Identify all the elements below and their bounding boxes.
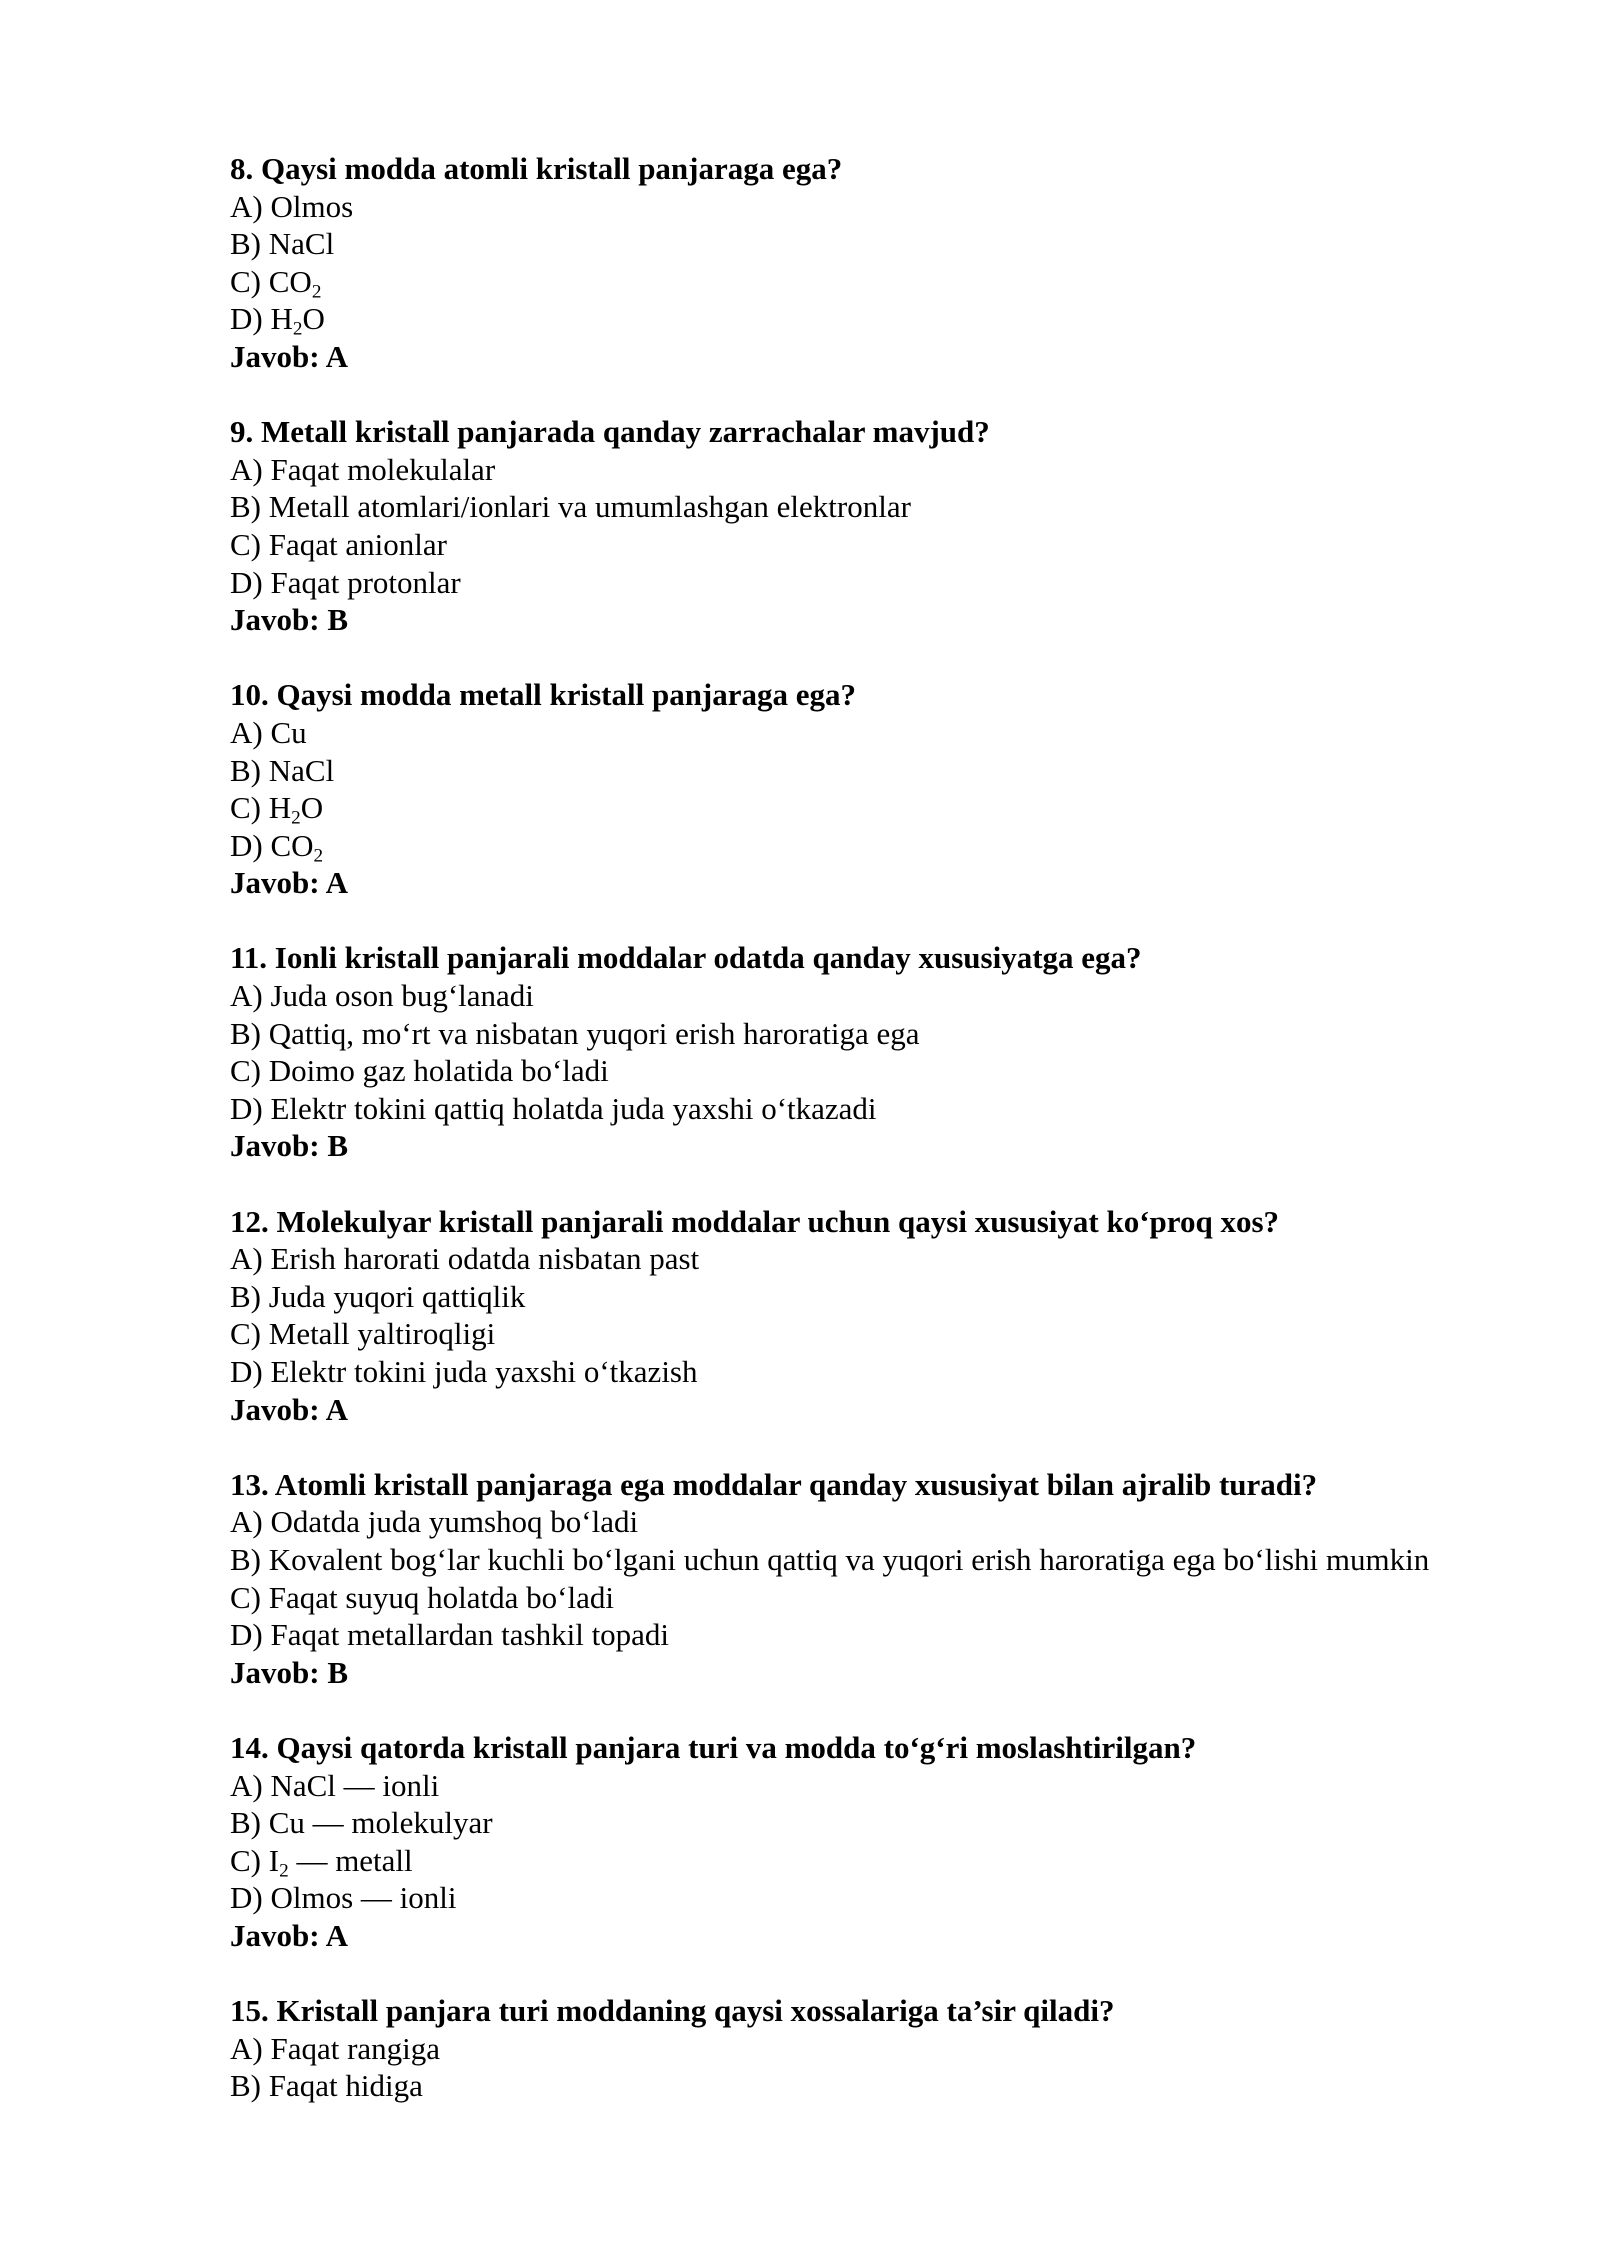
answer-key: Javob: A [230,1917,348,1953]
answer-option [230,526,1560,564]
option-letter: B) [230,2068,261,2104]
option-text: I [268,1842,280,1878]
option-letter: A) [230,1241,263,1277]
option-letter: C) [230,263,261,299]
answer-option [230,1315,1560,1353]
option-letter: A) [230,1767,263,1803]
option-text: Faqat hidiga [268,2068,423,2104]
question-block [230,1729,1560,1955]
option-text: Metall yaltiroqligi [268,1316,496,1352]
answer-option [230,1541,1560,1579]
question-list [230,150,1560,2142]
question-block [230,1203,1560,1429]
option-text: Juda oson bug‘lanadi [270,978,534,1014]
option-text: NaCl [268,226,335,262]
option-letter: C) [230,526,261,562]
answer-option [230,1579,1560,1617]
option-letter: C) [230,790,261,826]
question-block [230,1466,1560,1692]
option-text: CO [268,263,312,299]
option-text: Kovalent bog‘lar kuchli bo‘lgani uchun qattiq va yuqori erish haroratiga ega bo‘lishi mumkin [268,1541,1430,1577]
option-letter: C) [230,1842,261,1878]
answer-option [230,564,1560,602]
option-subscript: 2 [279,1860,289,1882]
answer-option [230,300,1560,338]
question-block [230,413,1560,639]
option-letter: A) [230,2030,263,2066]
question-text: 15. Kristall panjara turi moddaning qaysi xossalariga ta’sir qiladi? [230,1993,1115,2029]
answer-option [230,1804,1560,1842]
option-text: Erish harorati odatda nisbatan past [270,1241,700,1277]
answer-option [230,451,1560,489]
answer-option [230,225,1560,263]
answer-option [230,488,1560,526]
option-letter: B) [230,226,261,262]
option-letter: C) [230,1316,261,1352]
option-text: Olmos — ionli [270,1880,457,1916]
option-letter: D) [230,1880,263,1916]
answer-option [230,188,1560,226]
answer-key: Javob: A [230,865,348,901]
question-text: 8. Qaysi modda atomli kristall panjaraga ega? [230,151,843,186]
option-letter: A) [230,451,263,487]
option-letter: B) [230,1015,261,1051]
answer-option [230,1842,1560,1880]
option-text: Doimo gaz holatida bo‘ladi [268,1053,609,1089]
option-letter: A) [230,1504,263,1540]
option-letter: A) [230,978,263,1014]
answer-option [230,1879,1560,1917]
answer-option [230,263,1560,301]
question-text: 9. Metall kristall panjarada qanday zarrachalar mavjud? [230,414,990,450]
option-letter: D) [230,827,263,863]
option-letter: D) [230,1090,263,1126]
option-letter: B) [230,1278,261,1314]
option-text: Odatda juda yumshoq bo‘ladi [270,1504,639,1540]
question-block [230,676,1560,902]
answer-key: Javob: A [230,338,348,374]
answer-option [230,789,1560,827]
option-letter: B) [230,1805,261,1841]
option-subscript: 2 [311,281,322,303]
option-text: NaCl [268,752,335,788]
question-block [230,1992,1560,2105]
option-subscript: 2 [292,318,303,340]
option-text: Elektr tokini qattiq holatda juda yaxshi o‘tkazadi [270,1090,877,1126]
option-text: Qattiq, mo‘rt va nisbatan yuqori erish haroratiga ega [268,1015,920,1051]
option-text: Elektr tokini juda yaxshi o‘tkazish [270,1354,698,1389]
question-text: 10. Qaysi modda metall kristall panjaraga ega? [230,677,857,713]
question-text: 12. Molekulyar kristall panjarali moddalar uchun qaysi xususiyat ko‘proq xos? [230,1203,1280,1239]
option-letter: B) [230,489,261,525]
answer-option [230,714,1560,752]
option-text: CO [270,827,314,863]
option-text: Cu — molekulyar [268,1805,493,1841]
answer-option [230,827,1560,865]
option-text-after: — metall [288,1842,413,1878]
option-text: Faqat suyuq holatda bo‘ladi [268,1579,614,1615]
answer-option [230,1616,1560,1654]
answer-key: Javob: B [230,1654,348,1690]
answer-option [230,1503,1560,1541]
option-letter: D) [230,1617,263,1653]
option-letter: B) [230,752,261,788]
question-text: 14. Qaysi qatorda kristall panjara turi va modda to‘g‘ri moslashtirilgan? [230,1729,1197,1765]
option-text: H [268,790,292,826]
option-letter: C) [230,1579,261,1615]
question-block [230,150,1560,376]
answer-option [230,2067,1560,2105]
option-text: Faqat molekulalar [270,451,496,487]
answer-option [230,2030,1560,2068]
option-letter: A) [230,188,263,224]
answer-option [230,1240,1560,1278]
answer-key: Javob: B [230,1128,348,1164]
option-subscript: 2 [291,807,301,829]
answer-option [230,752,1560,790]
option-letter: D) [230,1354,263,1389]
question-text: 11. Ionli kristall panjarali moddalar odatda qanday xususiyatga ega? [230,940,1142,976]
answer-option [230,1353,1560,1391]
option-text: Faqat metallardan tashkil topadi [270,1617,670,1653]
option-text: H [270,301,293,337]
option-letter: D) [230,301,263,337]
option-text: Olmos [270,188,354,224]
question-text: 13. Atomli kristall panjaraga ega moddalar qanday xususiyat bilan ajralib turadi? [230,1466,1318,1502]
option-text: Faqat protonlar [270,564,461,600]
option-letter: A) [230,714,263,750]
option-subscript: 2 [313,845,324,867]
answer-key: Javob: A [230,1391,348,1427]
answer-key: Javob: B [230,602,348,638]
option-text: Faqat anionlar [268,526,447,562]
option-text: Juda yuqori qattiqlik [268,1278,526,1314]
answer-option [230,1015,1560,1053]
option-text: Faqat rangiga [270,2030,441,2066]
answer-option [230,977,1560,1015]
option-text-after: O [300,790,324,826]
option-letter: D) [230,564,263,600]
answer-option [230,1090,1560,1128]
option-letter: B) [230,1541,261,1577]
option-letter: C) [230,1053,261,1089]
answer-option [230,1052,1560,1090]
option-text-after: O [302,301,325,337]
question-block [230,939,1560,1165]
option-text: NaCl — ionli [270,1767,440,1803]
option-text: Cu [270,714,307,750]
answer-option [230,1278,1560,1316]
option-text: Metall atomlari/ionlari va umumlashgan elektronlar [268,489,911,525]
answer-option [230,1767,1560,1805]
